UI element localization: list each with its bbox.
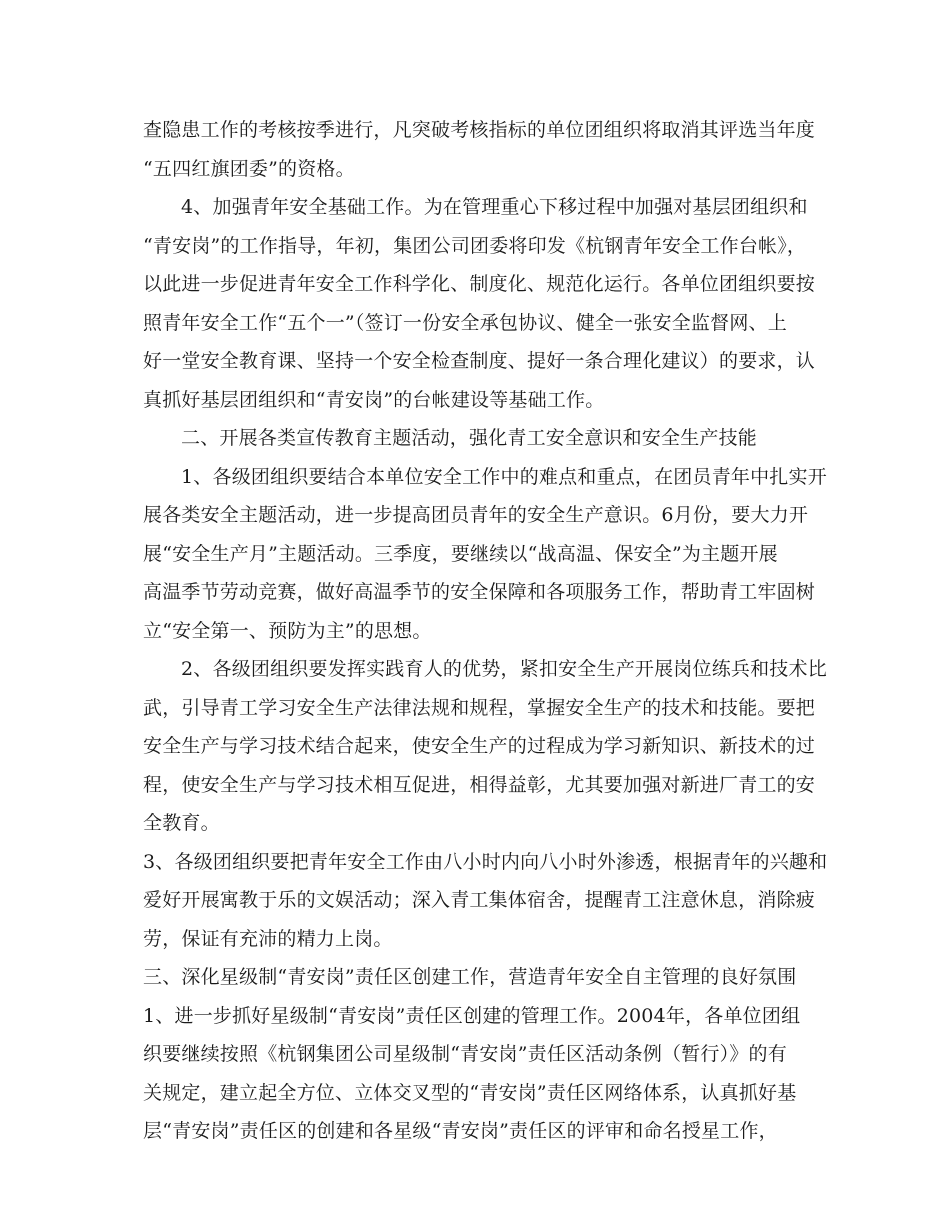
text-line: 立“安全第一、预防为主”的思想。 (143, 620, 432, 642)
text-line: 3、各级团组织要把青年安全工作由八小时内向八小时外渗透，根据青年的兴趣和 (143, 851, 828, 873)
text-line: 关规定，建立起全方位、立体交叉型的“青安岗”责任区网络体系，认真抓好基 (143, 1082, 797, 1104)
text-line: 1、进一步抓好星级制“青安岗”责任区创建的管理工作。2004年，各单位团组 (143, 1005, 801, 1027)
text-line: 程，使安全生产与学习技术相互促进，相得益彰，尤其要加强对新进厂青工的安 (143, 774, 816, 796)
text-line: 劳，保证有充沛的精力上岗。 (143, 928, 393, 950)
text-line: 以此进一步促进青年安全工作科学化、制度化、规范化运行。各单位团组织要按 (143, 273, 816, 295)
text-line: 2、各级团组织要发挥实践育人的优势，紧扣安全生产开展岗位练兵和技术比 (181, 658, 827, 680)
text-line: 4、加强青年安全基础工作。为在管理重心下移过程中加强对基层团组织和 (181, 196, 808, 218)
section-heading: 三、深化星级制“青安岗”责任区创建工作，营造青年安全自主管理的良好氛围 (143, 966, 797, 988)
text-line: “青安岗”的工作指导，年初，集团公司团委将印发《杭钢青年安全工作台帐》， (143, 235, 807, 257)
text-line: 全教育。 (143, 812, 220, 834)
text-line: 爱好开展寓教于乐的文娱活动；深入青工集体宿舍，提醒青工注意休息，消除疲 (143, 889, 816, 911)
text-line: 展“安全生产月”主题活动。三季度，要继续以“战高温、保安全”为主题开展 (143, 543, 778, 565)
text-line: “五四红旗团委”的资格。 (143, 158, 355, 180)
text-line: 查隐患工作的考核按季进行，凡突破考核指标的单位团组织将取消其评选当年度 (143, 119, 816, 141)
text-line: 层“青安岗”责任区的创建和各星级“青安岗”责任区的评审和命名授星工作， (143, 1120, 778, 1142)
section-heading: 二、开展各类宣传教育主题活动，强化青工安全意识和安全生产技能 (181, 427, 758, 449)
text-line: 展各类安全主题活动，进一步提高团员青年的安全生产意识。6月份，要大力开 (143, 504, 809, 526)
text-line: 照青年安全工作“五个一”（签订一份安全承包协议、健全一张安全监督网、上 (143, 312, 787, 334)
text-line: 好一堂安全教育课、坚持一个安全检查制度、提好一条合理化建议）的要求，认 (143, 350, 816, 372)
text-line: 织要继续按照《杭钢集团公司星级制“青安岗”责任区活动条例（暂行）》的有 (143, 1043, 787, 1065)
text-line: 安全生产与学习技术结合起来，使安全生产的过程成为学习新知识、新技术的过 (143, 735, 816, 757)
text-line: 1、各级团组织要结合本单位安全工作中的难点和重点，在团员青年中扎实开 (181, 466, 827, 488)
text-line: 高温季节劳动竞赛，做好高温季节的安全保障和各项服务工作，帮助青工牢固树 (143, 581, 816, 603)
text-line: 武，引导青工学习安全生产法律法规和规程，掌握安全生产的技术和技能。要把 (143, 697, 816, 719)
text-line: 真抓好基层团组织和“青安岗”的台帐建设等基础工作。 (143, 389, 605, 411)
